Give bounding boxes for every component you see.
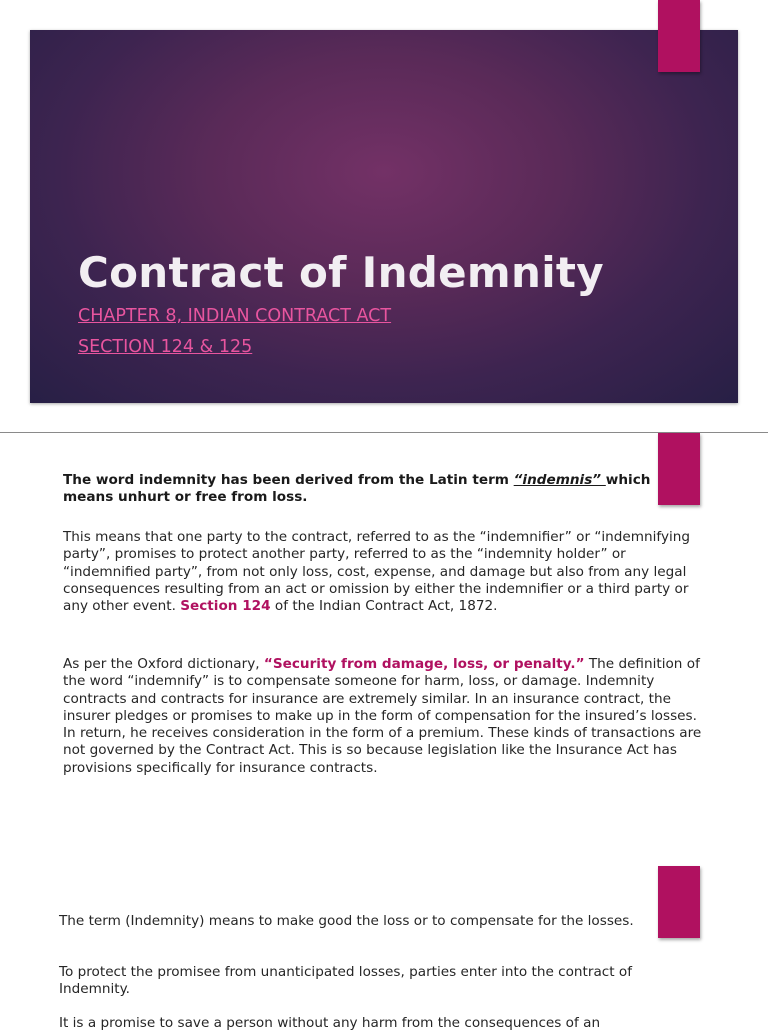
etymology-text: The word indemnity has been derived from the Latin term <box>63 472 514 488</box>
purpose-paragraph: To protect the promisee from unanticipated losses, parties enter into the contract of Indemnity. <box>59 964 633 998</box>
subtitle-section-link[interactable]: SECTION 124 & 125 <box>78 337 253 357</box>
latin-term: “indemnis” <box>513 472 606 488</box>
definition-text: This means that one party to the contract, referred to as the “indemnifier” or “indemnifying party”, promises to protect another party, referred to as the “indemnity holder” or “indemnified party”, from not only loss, cost, expense, and damage but also from any legal consequences resulting from an act or omission by either the indemnifier or a third party or any other event. <box>63 529 691 615</box>
slide-accent-tab <box>658 866 700 938</box>
oxford-intro: As per the Oxford dictionary, <box>63 656 264 672</box>
etymology-meaning: which means unhurt or free from loss. <box>63 472 651 506</box>
etymology-paragraph <box>63 472 703 507</box>
definition-paragraph <box>63 529 703 615</box>
oxford-quote-highlight: “Security from damage, loss, or penalty.” <box>263 656 585 672</box>
definition-source: of the Indian Contract Act, 1872. <box>270 598 498 615</box>
slide-divider <box>0 432 768 433</box>
subtitle-chapter-link[interactable]: CHAPTER 8, INDIAN CONTRACT ACT <box>78 306 392 326</box>
section-124-highlight: Section 124 <box>180 598 271 615</box>
meaning-paragraph: The term (Indemnity) means to make good the loss or to compensate for the losses. <box>59 913 634 929</box>
promise-paragraph: It is a promise to save a person without any harm from the consequences of an <box>59 1015 601 1031</box>
slide-title: Contract of Indemnity <box>78 248 604 297</box>
oxford-text: The definition of the word “indemnify” is to compensate someone for harm, loss, or damage. Indemnity contracts and contracts for insurance are extremely similar. In an insurance contract, the insurer pledges or promises to make up in the form of compensation for the insured’s losses. In return, he receives consideration in the form of a premium. These kinds of transactions are not governed by the Contract Act. This is so because legislation like the Insurance Act has provisions specifically for insurance contracts. <box>63 656 702 776</box>
title-slide <box>30 30 738 403</box>
oxford-paragraph <box>63 656 703 777</box>
slide-accent-tab <box>658 0 700 72</box>
